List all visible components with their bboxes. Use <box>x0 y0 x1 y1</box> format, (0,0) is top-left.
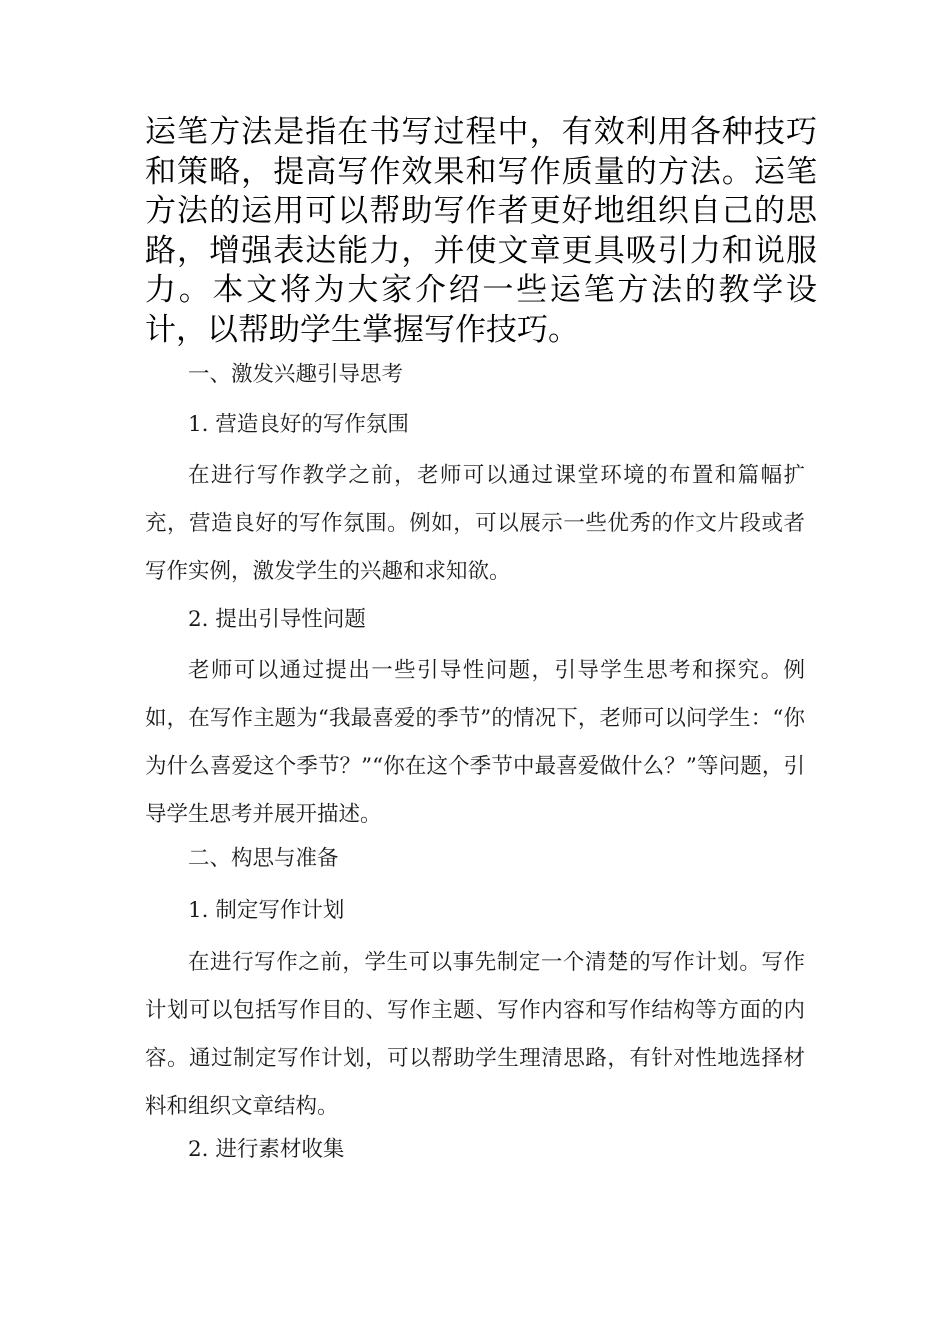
section-heading-2: 二、构思与准备 <box>188 846 339 871</box>
paragraph-2-1: 在进行写作之前，学生可以事先制定一个清楚的写作计划。写作计划可以包括写作目的、写作主题、写作内容和写作结构等方面的内容。通过制定写作计划，可以帮助学生理清思路，有针对性地选择材料和组织文章结构。 <box>145 950 805 1119</box>
subsection-heading-2-1: 1. 制定写作计划 <box>188 898 345 923</box>
subsection-heading-1-2: 2. 提出引导性问题 <box>188 607 366 632</box>
section-heading-1: 一、激发兴趣引导思考 <box>188 362 404 387</box>
paragraph-1-2: 老师可以通过提出一些引导性问题，引导学生思考和探究。例如，在写作主题为“我最喜爱的季节”的情况下，老师可以问学生：“你为什么喜爱这个季节？”“你在这个季节中最喜爱做什么？”等问题，引导学生思考并展开描述。 <box>145 658 805 827</box>
intro-paragraph: 运笔方法是指在书写过程中，有效利用各种技巧和策略，提高写作效果和写作质量的方法。运笔方法的运用可以帮助写作者更好地组织自己的思路，增强表达能力，并使文章更具吸引力和说服力。本文将为大家介绍一些运笔方法的教学设计，以帮助学生掌握写作技巧。 <box>145 114 817 348</box>
paragraph-1-1: 在进行写作教学之前，老师可以通过课堂环境的布置和篇幅扩充，营造良好的写作氛围。例如，可以展示一些优秀的作文片段或者写作实例，激发学生的兴趣和求知欲。 <box>145 463 805 584</box>
subsection-heading-2-2: 2. 进行素材收集 <box>188 1137 345 1162</box>
subsection-heading-1-1: 1. 营造良好的写作氛围 <box>188 412 409 437</box>
